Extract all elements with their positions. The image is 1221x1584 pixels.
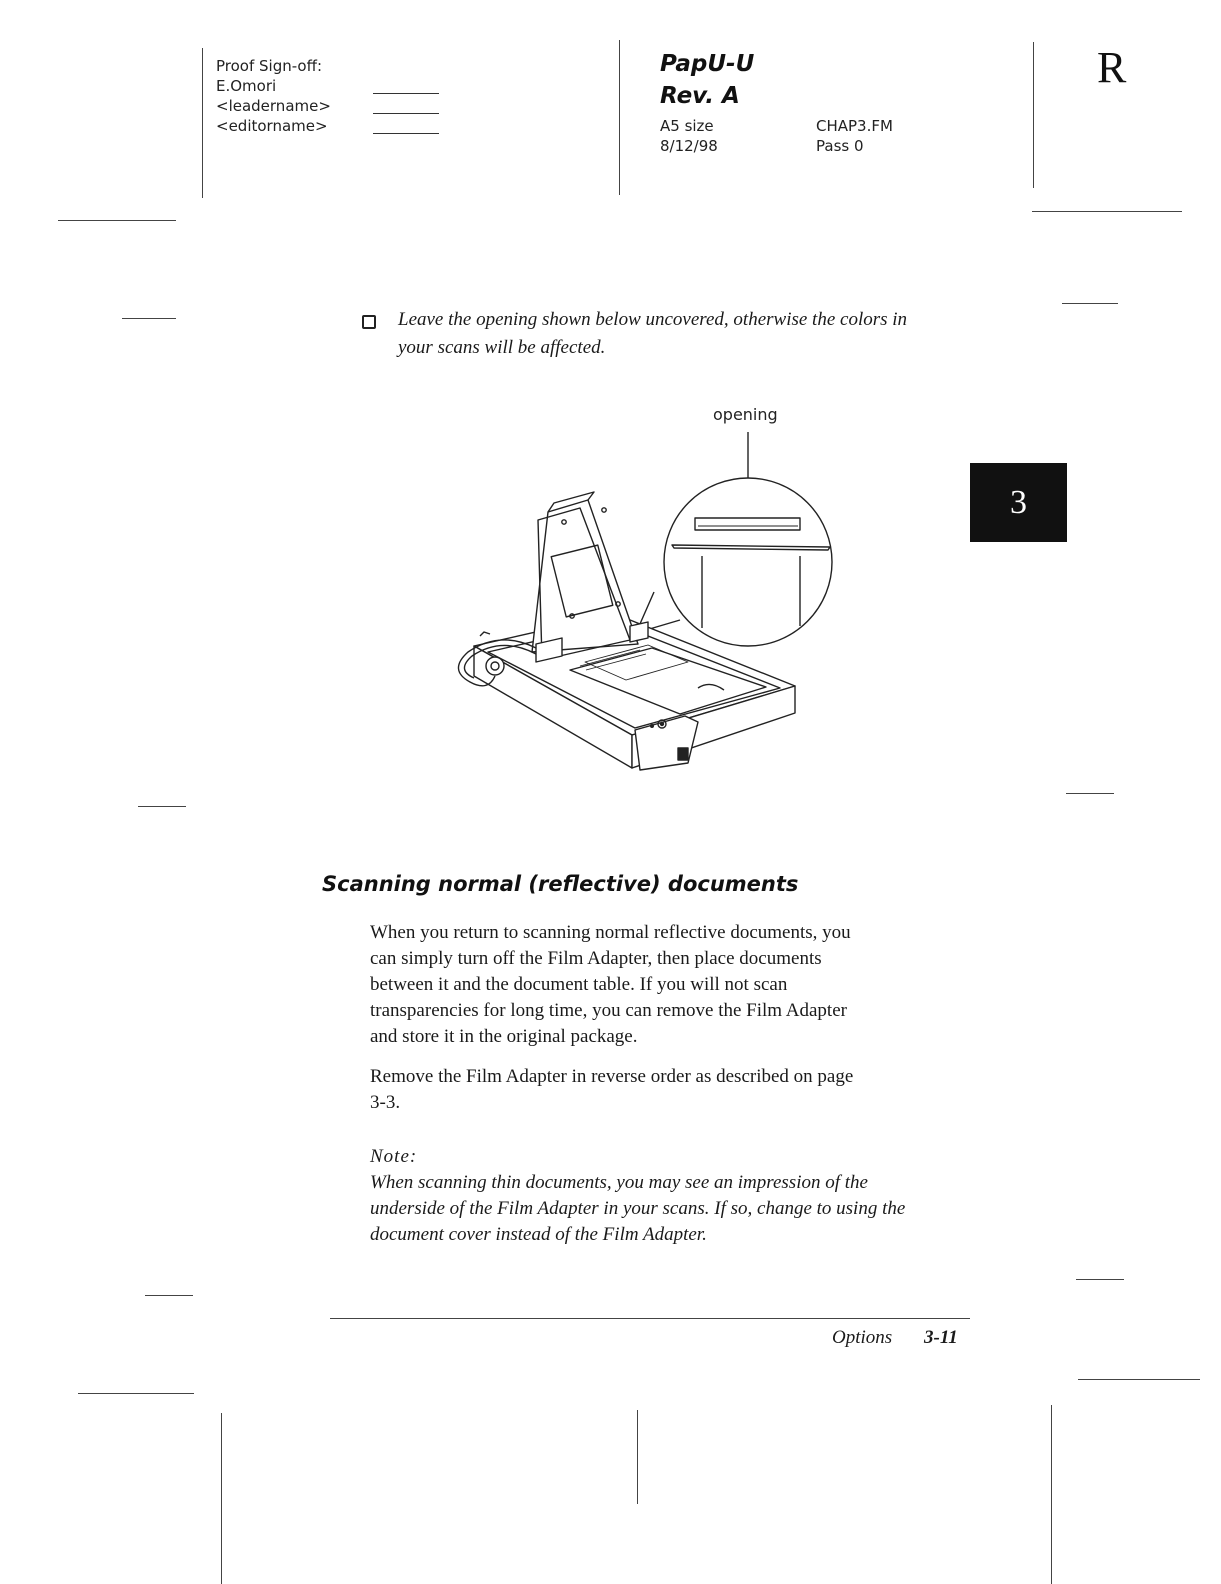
revision-label: Rev. A [660, 83, 740, 109]
crop-mark [1062, 303, 1118, 304]
crop-mark [1078, 1379, 1200, 1380]
signoff-line-2 [373, 113, 439, 114]
paragraph-line: Remove the Film Adapter in reverse order as described on page [370, 1066, 854, 1087]
paragraph-line: and store it in the original package. [370, 1026, 638, 1047]
note-block [370, 1144, 980, 1248]
crop-mark [221, 1413, 222, 1584]
crop-mark [637, 1410, 638, 1504]
crop-mark [1076, 1279, 1124, 1280]
note-line: document cover instead of the Film Adapter. [370, 1224, 707, 1245]
paragraph-1 [370, 920, 970, 1050]
bullet-note-line-1: Leave the opening shown below uncovered, otherwise the colors in [398, 309, 908, 330]
signoff-line-1 [373, 93, 439, 94]
signer-1: E.Omori [216, 77, 277, 95]
checkbox-bullet-icon [362, 315, 376, 329]
paragraph-line: 3-3. [370, 1092, 401, 1113]
bullet-note-line-2: your scans will be affected. [398, 337, 606, 358]
paragraph-2 [370, 1064, 970, 1116]
crop-mark [138, 806, 186, 807]
crop-mark [1051, 1405, 1052, 1584]
header-left-rule [202, 48, 203, 198]
page-size: A5 size [660, 117, 714, 135]
product-name: PapU-U [660, 51, 755, 77]
paragraph-line: When you return to scanning normal reflective documents, you [370, 922, 851, 943]
revision-date: 8/12/98 [660, 137, 718, 155]
paragraph-line: can simply turn off the Film Adapter, then place documents [370, 948, 822, 969]
section-heading: Scanning normal (reflective) documents [322, 872, 799, 896]
footer-section-name: Options [832, 1327, 893, 1348]
paragraph-line: between it and the document table. If you will not scan [370, 974, 788, 995]
opening-callout-label: opening [713, 405, 778, 424]
page-number: 3-11 [924, 1327, 958, 1348]
header-right-rule [1033, 42, 1034, 188]
crop-mark [145, 1295, 193, 1296]
note-label: Note: [370, 1146, 418, 1167]
corner-mark: R [1097, 43, 1127, 92]
crop-mark [78, 1393, 194, 1394]
crop-mark [1066, 793, 1114, 794]
footer-rule [330, 1318, 970, 1319]
paragraph-line: transparencies for long time, you can remove the Film Adapter [370, 1000, 847, 1021]
scanner-illustration-icon [440, 430, 840, 790]
magnified-opening-circle-icon [664, 478, 832, 646]
chapter-tab: 3 [970, 463, 1067, 542]
crop-mark [122, 318, 176, 319]
crop-mark [58, 220, 176, 221]
signer-2: <leadername> [216, 97, 331, 115]
pass-number: Pass 0 [816, 137, 864, 155]
header-center-rule [619, 40, 620, 195]
signoff-line-3 [373, 133, 439, 134]
note-line: When scanning thin documents, you may see an impression of the [370, 1172, 868, 1193]
crop-mark [1032, 211, 1182, 212]
proof-signoff-label: Proof Sign-off: [216, 57, 322, 75]
file-name: CHAP3.FM [816, 117, 893, 135]
note-line: underside of the Film Adapter in your scans. If so, change to using the [370, 1198, 906, 1219]
signer-3: <editorname> [216, 117, 328, 135]
